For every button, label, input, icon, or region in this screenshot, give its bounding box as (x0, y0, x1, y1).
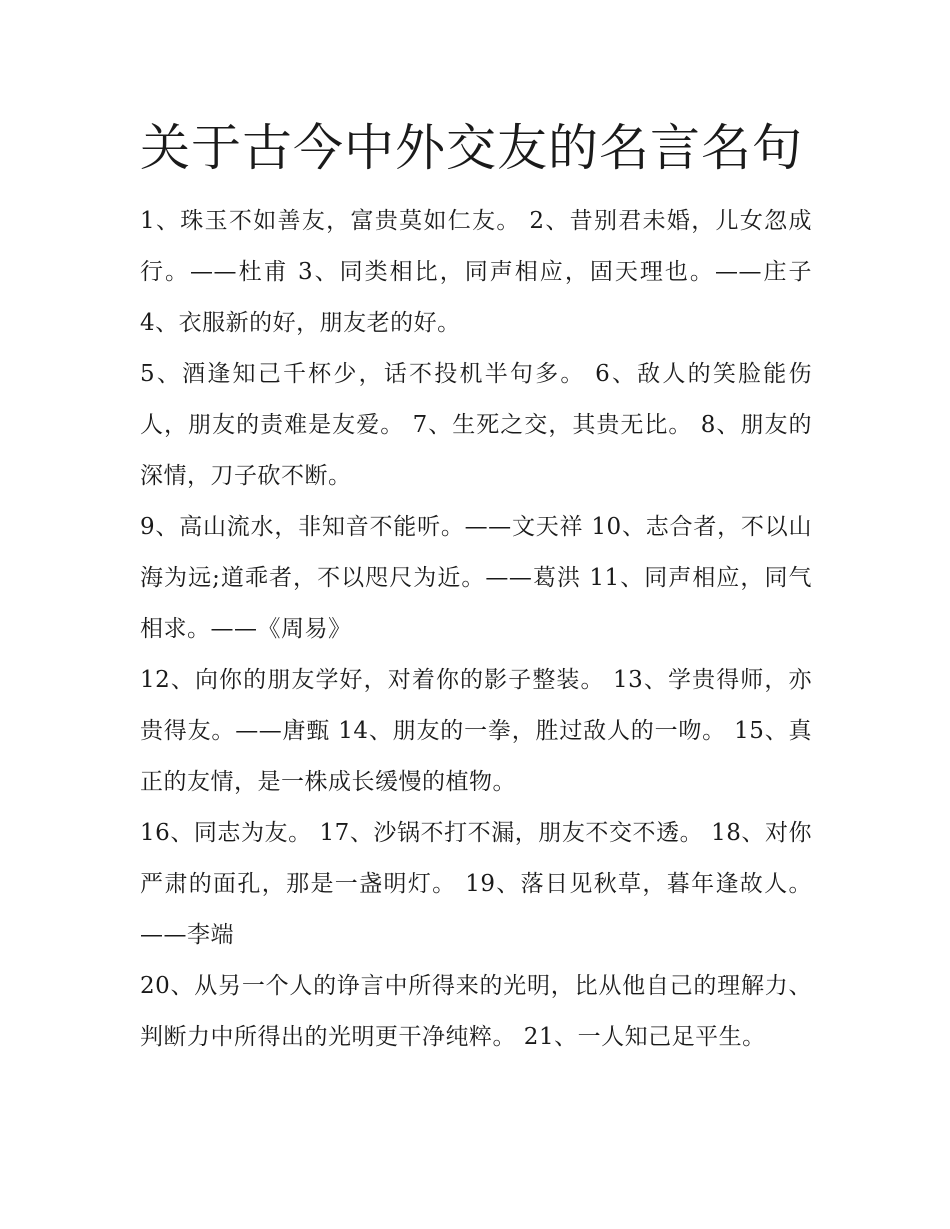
quote-paragraph-2: 5、酒逢知己千杯少，话不投机半句多。 6、敌人的笑脸能伤人，朋友的责难是友爱。 7、生死之交，其贵无比。 8、朋友的深情，刀子砍不断。 (140, 361, 812, 489)
quote-paragraph-4: 12、向你的朋友学好，对着你的影子整装。 13、学贵得师，亦贵得友。——唐甄 14、朋友的一拳，胜过敌人的一吻。 15、真正的友情，是一株成长缓慢的植物。 (140, 667, 812, 795)
document-page (140, 108, 812, 1063)
quote-paragraph-1: 1、珠玉不如善友，富贵莫如仁友。 2、昔别君未婚，儿女忽成行。——杜甫 3、同类相比，同声相应，固天理也。——庄子 4、衣服新的好，朋友老的好。 (140, 208, 812, 336)
quote-paragraph-3: 9、高山流水，非知音不能听。——文天祥 10、志合者，不以山海为远;道乖者，不以咫尺为近。——葛洪 11、同声相应，同气相求。——《周易》 (140, 514, 812, 642)
document-title: 关于古今中外交友的名言名句 (140, 119, 803, 177)
quote-paragraph-5: 16、同志为友。 17、沙锅不打不漏，朋友不交不透。 18、对你严肃的面孔，那是一盏明灯。 19、落日见秋草，暮年逢故人。——李端 (140, 820, 812, 948)
quote-paragraph-6: 20、从另一个人的诤言中所得来的光明，比从他自己的理解力、判断力中所得出的光明更干净纯粹。 21、一人知己足平生。 (140, 973, 812, 1050)
